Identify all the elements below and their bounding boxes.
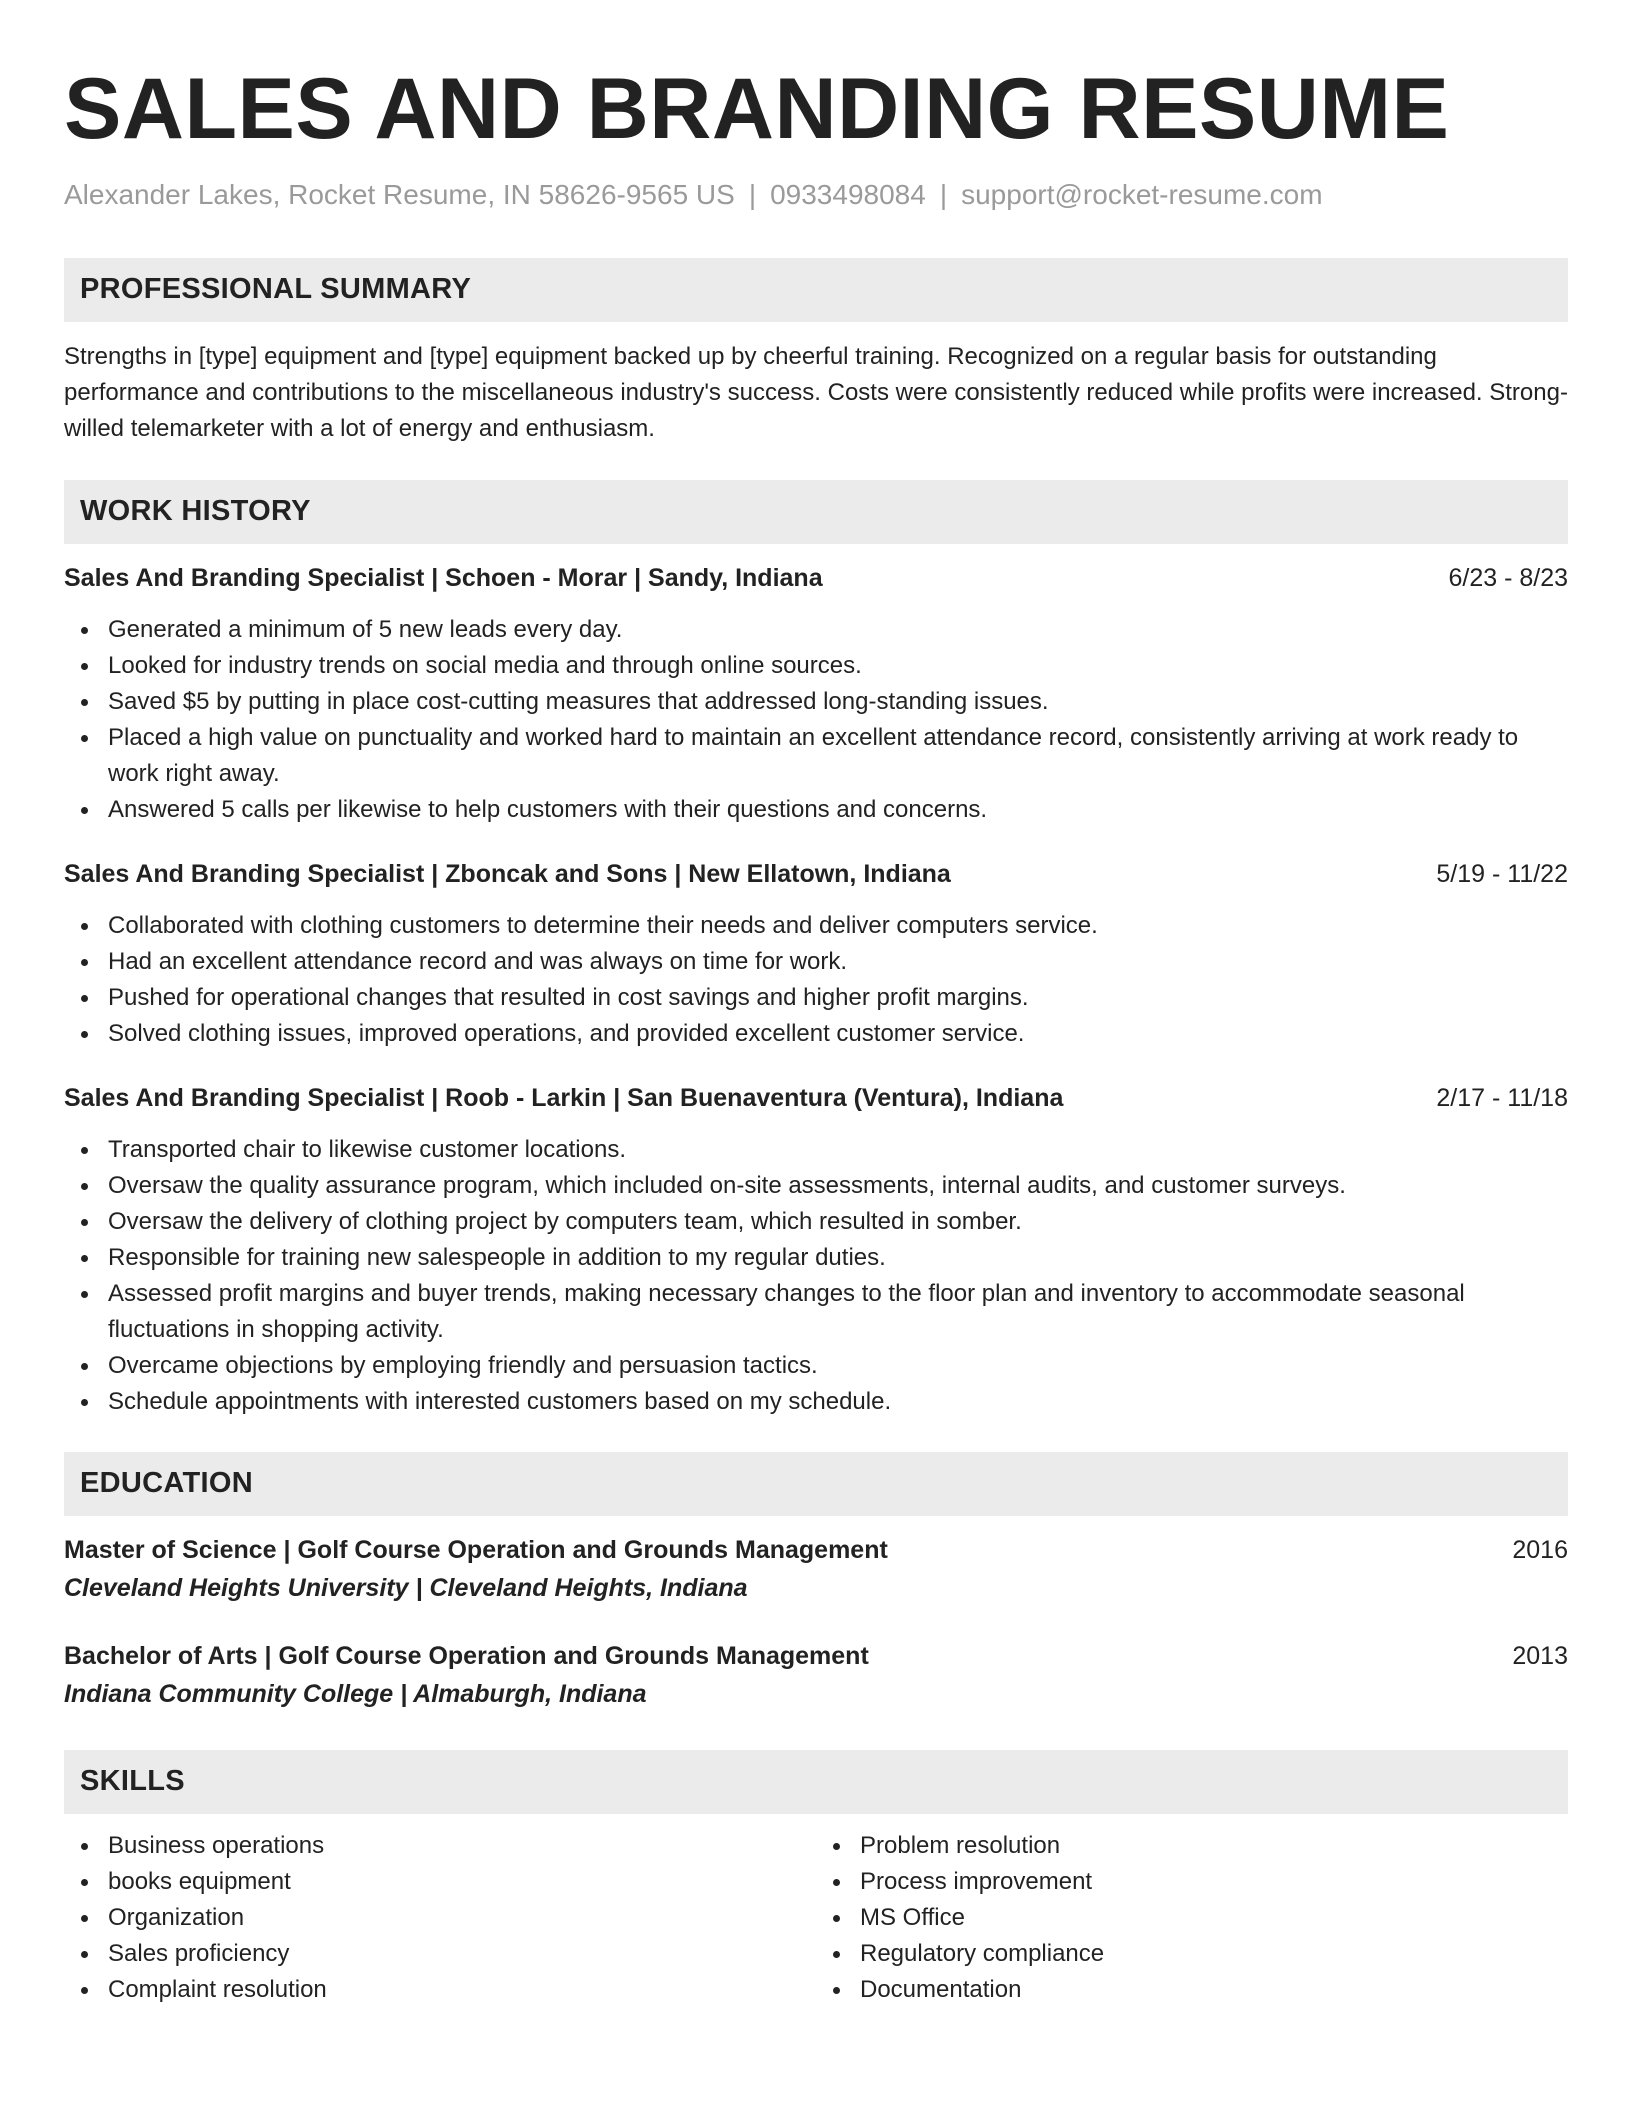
skill-item: MS Office: [816, 1900, 1568, 1936]
job-entry-header: [64, 560, 1568, 596]
education-entry-header: [64, 1638, 1568, 1674]
education-year: 2016: [1512, 1535, 1568, 1564]
job-bullet: Transported chair to likewise customer locations.: [64, 1132, 1568, 1168]
skills-list: [64, 1828, 816, 2008]
job-dates: 5/19 - 11/22: [1436, 859, 1568, 888]
skill-item: Complaint resolution: [64, 1972, 816, 2008]
job-bullet: Collaborated with clothing customers to determine their needs and deliver computers service.: [64, 908, 1568, 944]
job-bullet: Placed a high value on punctuality and worked hard to maintain an excellent attendance record, consistently arriving at work ready to work right away.: [64, 720, 1568, 792]
contact-separator: |: [939, 179, 948, 210]
job-title: Sales And Branding Specialist | Zboncak and Sons | New Ellatown, Indiana: [64, 859, 951, 888]
skill-item: Regulatory compliance: [816, 1936, 1568, 1972]
job-dates: 2/17 - 11/18: [1436, 1083, 1568, 1112]
job-bullet: Pushed for operational changes that resulted in cost savings and higher profit margins.: [64, 980, 1568, 1016]
skills-column-right: [816, 1828, 1568, 2008]
education-school: Cleveland Heights University | Cleveland Heights, Indiana: [64, 1573, 748, 1602]
job-bullet: Generated a minimum of 5 new leads every day.: [64, 612, 1568, 648]
skill-item: books equipment: [64, 1864, 816, 1900]
job-bullet: Oversaw the delivery of clothing project by computers team, which resulted in somber.: [64, 1204, 1568, 1240]
job-bullet: Saved $5 by putting in place cost-cutting measures that addressed long-standing issues.: [64, 684, 1568, 720]
job-bullets: [64, 612, 1568, 828]
contact-separator: |: [748, 179, 757, 210]
job-bullet: Had an excellent attendance record and was always on time for work.: [64, 944, 1568, 980]
section-header-work-history: WORK HISTORY: [64, 480, 1568, 544]
education-entry-header: [64, 1532, 1568, 1568]
education-degree: Master of Science | Golf Course Operation and Grounds Management: [64, 1535, 888, 1564]
job-title: Sales And Branding Specialist | Schoen - Morar | Sandy, Indiana: [64, 563, 823, 592]
job-bullet: Solved clothing issues, improved operations, and provided excellent customer service.: [64, 1016, 1568, 1052]
skill-item: Documentation: [816, 1972, 1568, 2008]
skill-item: Problem resolution: [816, 1828, 1568, 1864]
section-header-skills: SKILLS: [64, 1750, 1568, 1814]
job-title: Sales And Branding Specialist | Roob - Larkin | San Buenaventura (Ventura), Indiana: [64, 1083, 1064, 1112]
job-bullet: Answered 5 calls per likewise to help customers with their questions and concerns.: [64, 792, 1568, 828]
job-bullets: [64, 908, 1568, 1052]
skill-item: Organization: [64, 1900, 816, 1936]
job-dates: 6/23 - 8/23: [1448, 563, 1568, 592]
job-bullet: Assessed profit margins and buyer trends, making necessary changes to the floor plan and inventory to accommodate seasonal fluctuations in shopping activity.: [64, 1276, 1568, 1348]
job-bullet: Responsible for training new salespeople in addition to my regular duties.: [64, 1240, 1568, 1276]
section-header-summary: PROFESSIONAL SUMMARY: [64, 258, 1568, 322]
job-bullet: Looked for industry trends on social media and through online sources.: [64, 648, 1568, 684]
job-bullet: Schedule appointments with interested customers based on my schedule.: [64, 1384, 1568, 1420]
contact-address: Alexander Lakes, Rocket Resume, IN 58626-9565 US: [64, 179, 735, 210]
education-year: 2013: [1512, 1641, 1568, 1670]
job-bullet: Oversaw the quality assurance program, which included on-site assessments, internal audits, and customer surveys.: [64, 1168, 1568, 1204]
section-header-education: EDUCATION: [64, 1452, 1568, 1516]
contact-email: support@rocket-resume.com: [961, 179, 1323, 210]
education-degree: Bachelor of Arts | Golf Course Operation and Grounds Management: [64, 1641, 869, 1670]
skills-list: [816, 1828, 1568, 2008]
job-bullet: Overcame objections by employing friendly and persuasion tactics.: [64, 1348, 1568, 1384]
contact-phone: 0933498084: [770, 179, 926, 210]
skills-column-left: [64, 1828, 816, 2008]
skill-item: Sales proficiency: [64, 1936, 816, 1972]
job-entry-header: [64, 856, 1568, 892]
resume-title: SALES AND BRANDING RESUME: [64, 61, 1450, 157]
education-school: Indiana Community College | Almaburgh, Indiana: [64, 1679, 647, 1708]
summary-text: Strengths in [type] equipment and [type] equipment backed up by cheerful training. Recognized on a regular basis for outstanding performance and contributions to the miscellaneous industry's success. Costs were consistently reduced while profits were increased. Strong-willed telemarketer with a lot of energy and enthusiasm.: [64, 342, 1568, 442]
skill-item: Business operations: [64, 1828, 816, 1864]
job-bullets: [64, 1132, 1568, 1420]
skills-grid: [64, 1828, 1568, 2008]
skill-item: Process improvement: [816, 1864, 1568, 1900]
contact-line: [64, 178, 1568, 212]
job-entry-header: [64, 1080, 1568, 1116]
